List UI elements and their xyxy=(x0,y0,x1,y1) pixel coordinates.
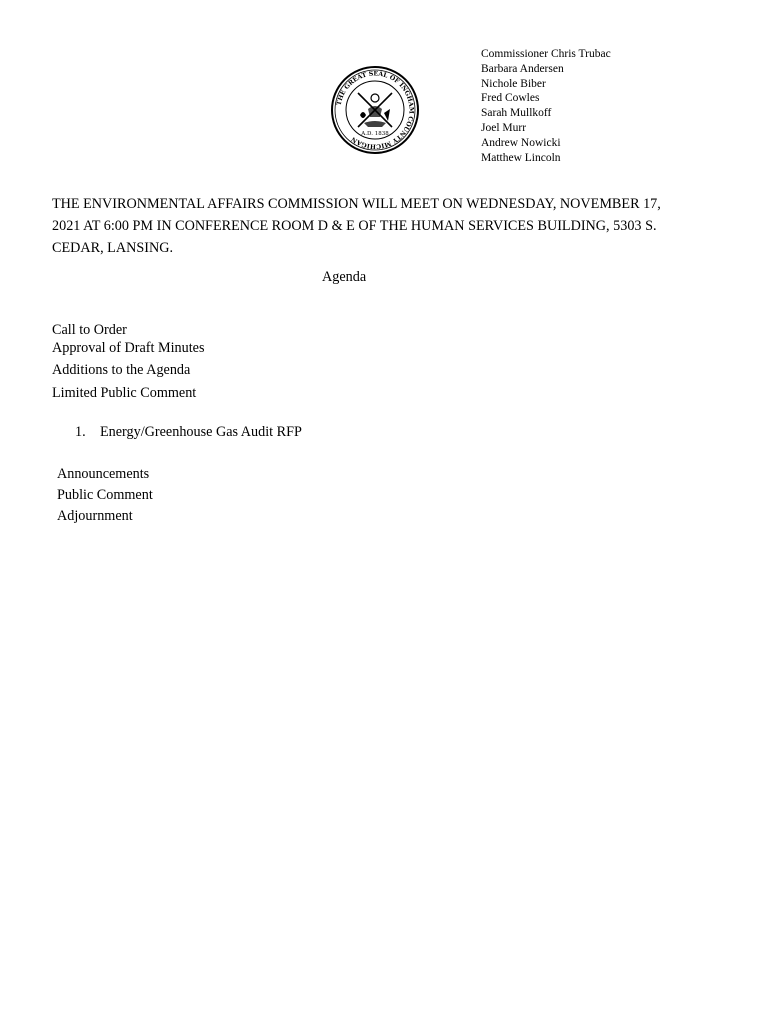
meeting-notice xyxy=(52,193,712,259)
member-name: Barbara Andersen xyxy=(481,62,564,75)
agenda-item-additions: Additions to the Agenda xyxy=(52,362,191,378)
member-name: Joel Murr xyxy=(481,121,527,134)
notice-line: 2021 AT 6:00 PM IN CONFERENCE ROOM D & E OF THE HUMAN SERVICES BUILDING, 5303 S. xyxy=(52,218,657,234)
agenda-title: Agenda xyxy=(322,269,367,285)
member-name: Andrew Nowicki xyxy=(481,136,561,149)
notice-line: CEDAR, LANSING. xyxy=(52,240,173,256)
agenda-item-public-comment: Public Comment xyxy=(57,487,153,503)
numbered-item-number: 1. xyxy=(75,424,86,440)
notice-line: THE ENVIRONMENTAL AFFAIRS COMMISSION WILL MEET ON WEDNESDAY, NOVEMBER 17, xyxy=(52,196,661,212)
agenda-item-adjournment: Adjournment xyxy=(57,508,133,524)
member-name: Commissioner Chris Trubac xyxy=(481,48,611,60)
agenda-item-announcements: Announcements xyxy=(57,466,150,482)
numbered-item-label: Energy/Greenhouse Gas Audit RFP xyxy=(100,424,302,440)
member-name: Nichole Biber xyxy=(481,77,546,90)
agenda-item-approval-minutes: Approval of Draft Minutes xyxy=(52,340,205,356)
seal-date: A.D. 1838 xyxy=(361,131,389,137)
seal-text: THE GREAT SEAL OF INGHAM COUNTY MICHIGAN xyxy=(335,70,415,150)
member-name: Sarah Mullkoff xyxy=(481,107,552,120)
commission-members xyxy=(481,47,611,165)
agenda-item-call-to-order: Call to Order xyxy=(52,322,127,338)
member-name: Fred Cowles xyxy=(481,92,540,105)
member-name: Matthew Lincoln xyxy=(481,151,561,164)
county-seal-icon xyxy=(330,65,420,155)
agenda-item-limited-public-comment: Limited Public Comment xyxy=(52,385,197,401)
